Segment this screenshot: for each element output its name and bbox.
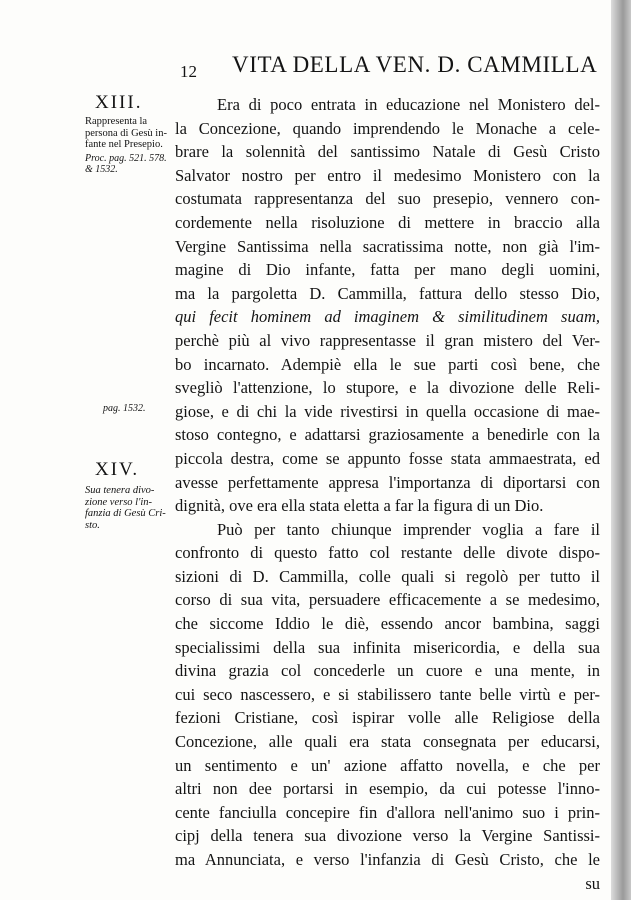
margin-note-line: fante nel Presepio. [85,139,163,150]
margin-note-line: fanzia di Gesù Cri- [85,508,166,519]
margin-reference-xiii [85,153,167,175]
text-line: che siccome Iddio le diè, essendo ancor bambina, saggi [175,614,600,634]
section-number-xiii: XIII. [95,92,143,113]
text-line: cui seco nascessero, e si stabilissero tante belle virtù e per- [175,684,600,704]
text-line: ma la pargoletta D. Cammilla, fattura dello stesso Dio, [175,283,600,303]
latin-quotation-line: qui fecit hominem ad imaginem & similitudinem suam, [175,307,600,327]
margin-note-line: Rappresenta la [85,116,148,127]
text-line: Concezione, alle quali era stata consegnata per educarsi, [175,732,600,752]
margin-note-line: persona di Gesù in- [85,127,167,139]
text-line: bo incarnato. Adempiè ella le sue parti così bene, che [175,354,600,374]
text-line: Era di poco entrata in educazione nel Monistero del- [217,95,600,114]
text-line: stoso contegno, e adattarsi graziosamente a benedirle con la [175,425,600,445]
text-line: perchè più al vivo rappresentasse il gran mistero del Ver- [175,330,600,350]
margin-note-line: zione verso l'in- [85,496,152,508]
text-line: la Concezione, quando imprendendo le Monache a cele- [175,118,600,138]
text-line: cipj della tenera sua divozione verso la Vergine Santissi- [175,826,600,846]
catchword: su [585,873,600,893]
text-line: costumata rappresentanza del suo presepio, vennero con- [175,189,600,209]
text-line: svegliò l'attenzione, lo stupore, e la divozione delle Reli- [175,378,600,398]
text-line: corso di sua vita, persuadere efficacemente a se medesimo, [175,590,600,610]
text-line: dignità, ove era ella stata eletta a far la figura di un Dio. [175,496,544,516]
text-line: ma Annunciata, e verso l'infanzia di Gesù Cristo, che le [175,850,600,869]
text-line: specialissimi della sua infinita misericordia, e della sua [175,637,600,657]
text-line: magine di Dio infante, fatta per mano degli uomini, [175,260,600,280]
margin-note-line: sto. [85,519,100,531]
margin-note-xiv [85,485,166,531]
margin-ref-line: & 1532. [85,164,118,175]
text-line: brare la solennità del santissimo Natale di Gesù Cristo [175,142,600,162]
text-line: avesse perfettamente appresa l'importanza di diportarsi con [175,472,600,492]
text-line: Può per tanto chiunque imprender voglia a fare il [217,519,600,539]
body-text [175,93,600,895]
text-line: divina grazia col concederle un cuore e una mente, in [175,661,600,681]
margin-note-xiii [85,116,167,151]
text-line: Salvator nostro per entro il medesimo Monistero con la [175,165,600,185]
text-line: cordemente nella risoluzione di mettere in braccio alla [175,212,600,232]
text-line: piccola destra, come se appunto fosse stata ammaestrata, ed [175,448,600,468]
text-line: fezioni Cristiane, così ispirar volle alle Religiose della [175,708,600,728]
text-line: un sentimento e un' azione affatto novella, e che per [175,755,600,775]
text-line: giose, e di chi la vide rivestirsi in quella occasione di mae- [175,401,600,421]
text-line: altri non dee portarsi in esempio, da cui potesse l'inno- [175,779,600,799]
margin-note-line: Sua tenera divo- [85,485,155,496]
text-line: confronto di questo fatto col restante delle divote dispo- [175,543,600,563]
margin-ref-line: Proc. pag. 521. 578. [85,153,167,164]
text-line: sizioni di D. Cammilla, colle quali si regolò per tutto il [175,566,600,586]
margin-reference-mid: pag. 1532. [103,403,146,414]
text-line: cente fanciulla concepire fin d'allora nell'animo suo i prin- [175,802,600,822]
page-edge [611,0,631,900]
text-line: Vergine Santissima nella sacratissima notte, non già l'im- [175,236,600,256]
page-number: 12 [180,62,197,81]
running-header: VITA DELLA VEN. D. CAMMILLA [232,52,598,77]
section-number-xiv: XIV. [95,459,140,480]
